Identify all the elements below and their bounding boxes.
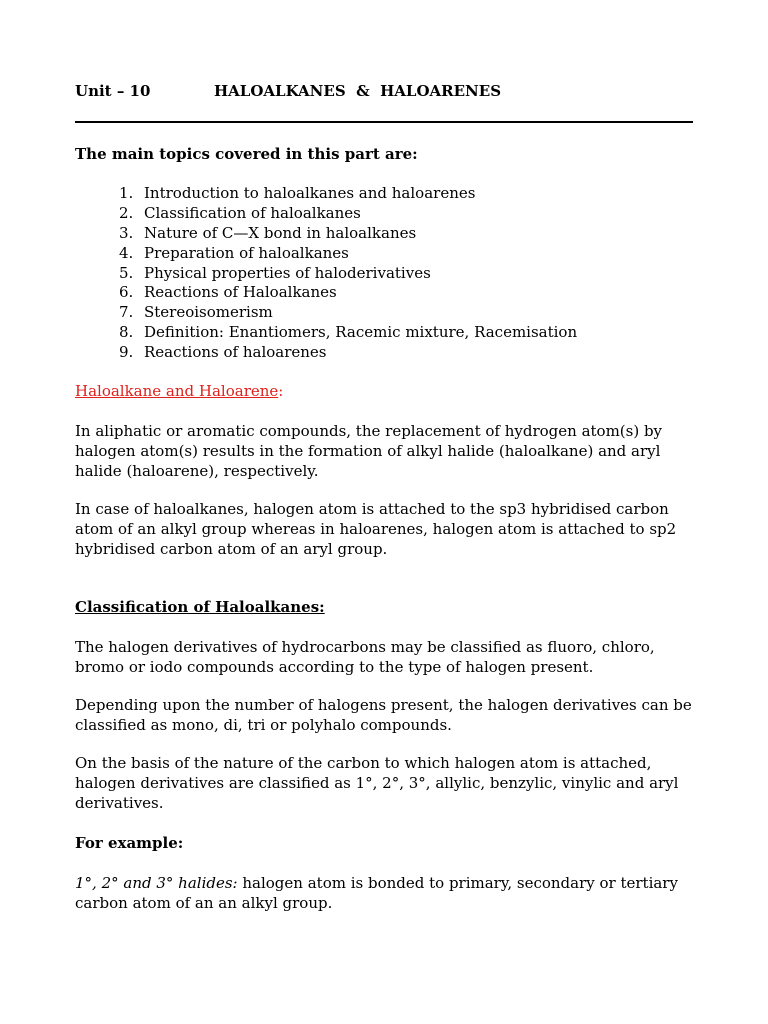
paragraph-line: The halogen derivatives of hydrocarbons may be classified as fluoro, chloro,	[75, 638, 655, 656]
paragraph-line: derivatives.	[75, 794, 164, 812]
paragraph-line: hybridised carbon atom of an aryl group.	[75, 540, 388, 558]
header-divider	[75, 121, 693, 123]
topic-text: Preparation of haloalkanes	[144, 243, 349, 262]
topic-text: Stereoisomerism	[144, 303, 273, 322]
topics-list-container	[75, 183, 695, 362]
hybridisation-paragraph	[75, 499, 695, 559]
topic-item	[75, 183, 695, 203]
paragraph-line: halogen atom(s) results in the formation of alkyl halide (haloalkane) and aryl	[75, 442, 661, 460]
topic-item	[75, 203, 695, 223]
topic-number: 4.	[119, 243, 134, 262]
topic-text: Nature of C—X bond in haloalkanes	[144, 223, 417, 242]
unit-title: HALOALKANES & HALOARENES	[214, 82, 502, 100]
paragraph-line: On the basis of the nature of the carbon to which halogen atom is attached,	[75, 754, 652, 772]
topic-text: Physical properties of haloderivatives	[144, 263, 431, 282]
topics-list	[75, 183, 695, 362]
topic-text: Reactions of Haloalkanes	[144, 283, 337, 302]
paragraph-line: Depending upon the number of halogens present, the halogen derivatives can be	[75, 696, 692, 714]
example-heading: For example:	[75, 834, 184, 852]
halogen-count-paragraph	[75, 695, 695, 735]
topic-text: Classification of haloalkanes	[144, 203, 361, 222]
section-haloalkane-haloarene-heading	[75, 381, 695, 401]
topic-number: 7.	[119, 303, 134, 322]
paragraph-line: In aliphatic or aromatic compounds, the replacement of hydrogen atom(s) by	[75, 422, 663, 440]
topic-number: 3.	[119, 223, 134, 242]
topic-number: 9.	[119, 343, 134, 362]
paragraph-line: In case of haloalkanes, halogen atom is attached to the sp3 hybridised carbon	[75, 500, 669, 518]
example-term: 1°, 2° and 3° halides:	[75, 874, 238, 892]
haloalkane-definition-paragraph	[75, 421, 695, 481]
section-heading-colon: :	[278, 382, 284, 400]
halogen-type-paragraph	[75, 637, 695, 677]
topic-number: 2.	[119, 203, 134, 222]
topic-text: Reactions of haloarenes	[144, 343, 327, 362]
topic-item	[75, 263, 695, 283]
unit-number: Unit – 10	[75, 82, 151, 100]
paragraph-line: halide (haloarene), respectively.	[75, 462, 319, 480]
example-definition: halogen atom is bonded to primary, secondary or tertiary	[237, 874, 678, 892]
carbon-nature-paragraph	[75, 753, 695, 813]
topic-number: 1.	[119, 184, 134, 202]
paragraph-line: halogen derivatives are classified as 1°, 2°, 3°, allylic, benzylic, vinylic and aryl	[75, 774, 679, 792]
topics-heading: The main topics covered in this part are:	[75, 145, 418, 163]
paragraph-line	[75, 873, 695, 893]
topic-item	[75, 342, 695, 362]
paragraph-line: carbon atom of an an alkyl group.	[75, 894, 333, 912]
topic-number: 6.	[119, 283, 134, 302]
topic-item	[75, 322, 695, 342]
topic-item	[75, 223, 695, 243]
section-heading-text: Haloalkane and Haloarene	[75, 382, 279, 400]
topic-item	[75, 302, 695, 322]
paragraph-line: classified as mono, di, tri or polyhalo compounds.	[75, 716, 452, 734]
example-paragraph	[75, 873, 695, 913]
topic-number: 5.	[119, 263, 134, 282]
topic-item	[75, 243, 695, 263]
classification-heading: Classification of Haloalkanes:	[75, 598, 325, 616]
topic-text: Definition: Enantiomers, Racemic mixture, Racemisation	[144, 323, 578, 342]
paragraph-line: atom of an alkyl group whereas in haloarenes, halogen atom is attached to sp2	[75, 520, 677, 538]
topic-text: Introduction to haloalkanes and haloarenes	[144, 184, 476, 202]
topic-number: 8.	[119, 323, 134, 342]
paragraph-line: bromo or iodo compounds according to the type of halogen present.	[75, 658, 594, 676]
topic-item	[75, 282, 695, 302]
